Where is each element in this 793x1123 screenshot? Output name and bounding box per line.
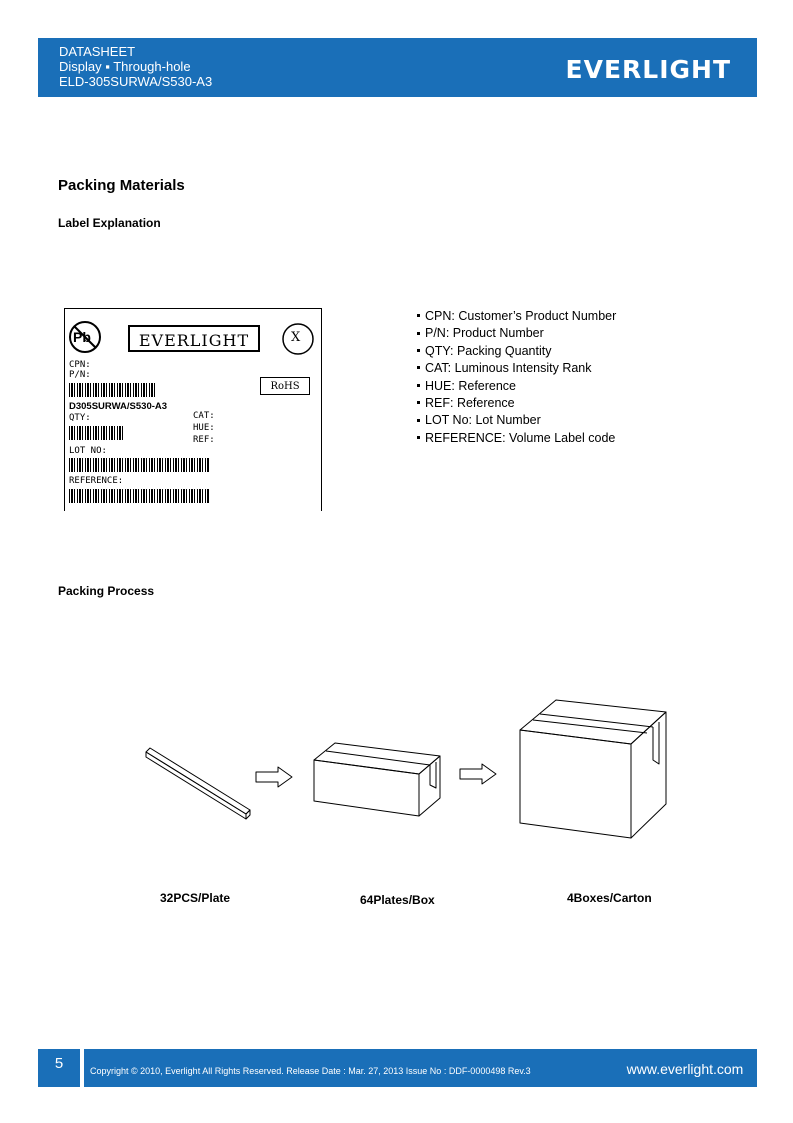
label-illustration [64,308,322,511]
arrow-icon [256,767,292,787]
caption-box: 64Plates/Box [360,893,435,907]
box-illustration [314,743,440,816]
list-item: CPN: Customer’s Product Number [417,308,616,325]
label-pn: P/N: [69,370,91,380]
pb-mark: Pb [73,329,91,345]
caption-carton: 4Boxes/Carton [567,891,652,905]
list-item: REF: Reference [417,395,616,412]
label-field-list [417,308,616,447]
footer-copyright: Copyright © 2010, Everlight All Rights Reserved. Release Date : Mar. 27, 2013 Issue No : DDF-0000498 Rev.3 [84,1049,615,1087]
rohs-box [260,377,310,395]
list-item: P/N: Product Number [417,325,616,342]
label-lot: LOT NO: [69,446,107,456]
list-item: QTY: Packing Quantity [417,343,616,360]
header-part-number: ELD-305SURWA/S530-A3 [59,74,213,89]
list-item: REFERENCE: Volume Label code [417,430,616,447]
packing-process-title: Packing Process [58,584,155,598]
label-brand-box [128,325,260,352]
label-cpn: CPN: [69,360,91,370]
label-qty: QTY: [69,413,91,423]
plate-illustration [146,748,250,819]
packing-process-drawing [0,690,793,850]
list-item: LOT No: Lot Number [417,412,616,429]
label-explanation-title: Label Explanation [58,216,161,230]
label-brand: EVERLIGHT [138,331,250,350]
caption-plate: 32PCS/Plate [160,891,231,905]
header-category: Display ▪ Through-hole [59,59,191,74]
qty-barcode [69,426,125,440]
label-reference: REFERENCE: [69,476,124,486]
header-bar [38,38,757,97]
header-datasheet: DATASHEET [59,44,136,59]
x-mark: X [291,330,301,345]
section-title: Packing Materials [58,177,185,194]
rohs-mark: RoHS [270,381,300,392]
list-item: CAT: Luminous Intensity Rank [417,360,616,377]
carton-illustration [520,700,666,838]
label-hue: HUE: [193,423,215,433]
lot-barcode [69,458,209,472]
arrow-icon [460,764,496,784]
reference-barcode [69,489,209,503]
label-part: D305SURWA/S530-A3 [69,401,168,412]
label-cat: CAT: [193,411,215,421]
footer-website-link[interactable]: www.everlight.com [613,1049,757,1087]
page-number: 5 [38,1049,80,1087]
list-item: HUE: Reference [417,378,616,395]
brand-logo: EVERLIGHT [565,55,731,84]
label-ref: REF: [193,435,215,445]
pn-barcode [69,383,157,397]
